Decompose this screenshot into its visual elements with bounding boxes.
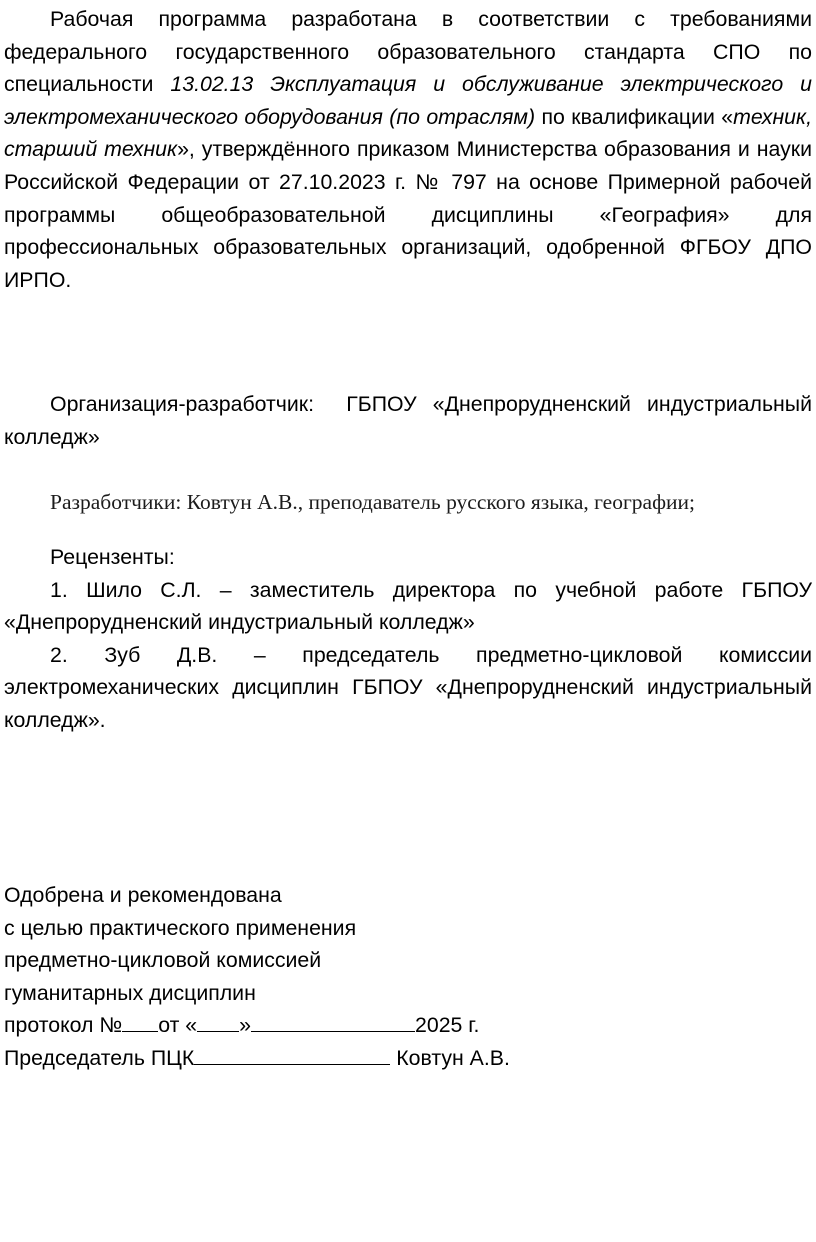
intro-text-part1: Рабочая программа разработана в соответствии с требованиями федерального государственного образовательного стандарта СПО по специальности xyxy=(4,7,812,97)
protocol-close-quote: » xyxy=(239,1013,252,1038)
reviewer-text: Шило С.Л. – заместитель директора по учебной работе ГБПОУ «Днепрорудненский индустриальный колледж» xyxy=(4,577,813,635)
organization-paragraph xyxy=(4,388,812,453)
chairman-signature-blank xyxy=(194,1042,390,1065)
intro-text-part2: по квалификации « xyxy=(535,104,734,129)
reviewer-text: Зуб Д.В. – председатель предметно-цикловой комиссии электромеханических дисциплин ГБПОУ «Днепрорудненский индустриальный колледж». xyxy=(4,642,813,732)
protocol-from-label: от « xyxy=(158,1013,198,1038)
approval-line-2: с целью практического применения xyxy=(4,915,357,940)
protocol-month-blank xyxy=(251,1009,415,1032)
reviewer-number: 1. xyxy=(50,577,68,602)
developers-line: Разработчики: Ковтун А.В., преподаватель русского языка, географии; xyxy=(50,490,695,514)
protocol-number-blank xyxy=(122,1009,158,1032)
intro-text-part3: », утверждённого приказом Министерства образования и науки Российской Федерации от 27.10.2023 г. № 797 на основе Примерной рабочей программы общеобразовательной дисциплины «География» для профессиональных образовательных организаций, одобренной ФГБОУ ДПО ИРПО. xyxy=(4,137,812,292)
reviewers-section xyxy=(4,541,812,737)
protocol-label: протокол № xyxy=(4,1013,123,1038)
chairman-line xyxy=(4,1042,812,1075)
qualification-name: техник, старший техник xyxy=(4,104,812,162)
chairman-label: Председатель ПЦК xyxy=(4,1045,195,1070)
approval-line-1: Одобрена и рекомендована xyxy=(4,883,282,907)
chairman-name: Ковтун А.В. xyxy=(396,1045,510,1070)
intro-paragraph xyxy=(4,3,812,296)
approval-line-3: предметно-цикловой комиссией xyxy=(4,948,322,973)
approval-line-4: гуманитарных дисциплин xyxy=(4,980,256,1005)
protocol-line xyxy=(4,1009,812,1042)
organization-value: ГБПОУ «Днепрорудненский индустриальный колледж» xyxy=(4,392,812,449)
approval-block xyxy=(4,879,812,1075)
reviewer-item-1 xyxy=(4,574,812,639)
specialty-name: 13.02.13 Эксплуатация и обслуживание электрического и электромеханического оборудования (по отраслям) xyxy=(4,72,812,129)
protocol-year: 2025 г. xyxy=(415,1013,480,1038)
reviewers-heading: Рецензенты: xyxy=(50,545,175,569)
reviewer-item-2 xyxy=(4,639,812,737)
reviewer-number: 2. xyxy=(50,642,68,667)
protocol-day-blank xyxy=(197,1009,239,1032)
organization-label: Организация-разработчик: xyxy=(50,392,314,416)
